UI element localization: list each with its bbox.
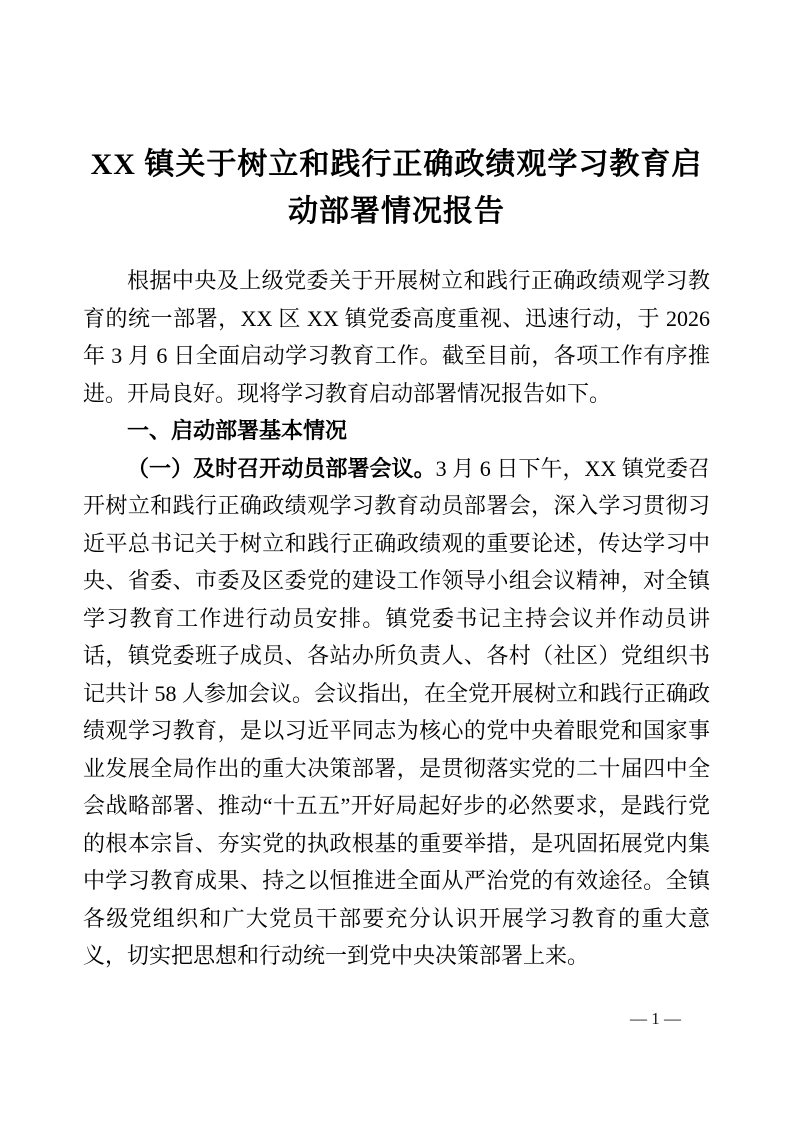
document-title: XX 镇关于树立和践行正确政绩观学习教育启动部署情况报告 [90,148,703,228]
intro-paragraph: 根据中央及上级党委关于开展树立和践行正确政绩观学习教育的统一部署，XX 区 XX 镇党委高度重视、迅速行动，于 2026 年 3 月 6 日全面启动学习教育工作。截至目前，各项工作有序推进。开局良好。现将学习教育启动部署情况报告如下。 [83,268,710,406]
page-number: — 1 — [630,1009,681,1028]
section1-item1-paragraph [83,450,710,975]
section1-item1-lead: （一）及时召开动员部署会议。 [127,455,436,481]
section1-item1-body: 3 月 6 日下午，XX 镇党委召开树立和践行正确政绩观学习教育动员部署会，深入学习贯彻习近平总书记关于树立和践行正确政绩观的重要论述，传达学习中央、省委、市委及区委党的建设工作领导小组会议精神，对全镇学习教育工作进行动员安排。镇党委书记主持会议并作动员讲话，镇党委班子成员、各站办所负责人、各村（社区）党组织书记共计 58 人参加会议。会议指出，在全党开展树立和践行正确政绩观学习教育，是以习近平同志为核心的党中央着眼党和国家事业发展全局作出的重大决策部署，是贯彻落实党的二十届四中全会战略部署、推动“十五五”开好局起好步的必然要求，是践行党的根本宗旨、夯实党的执政根基的重要举措，是巩固拓展党内集中学习教育成果、持之以恒推进全面从严治党的有效途径。全镇各级党组织和广大党员干部要充分认识开展学习教育的重大意义，切实把思想和行动统一到党中央决策部署上来。 [83,455,711,968]
section-heading-1: 一、启动部署基本情况 [127,418,348,443]
